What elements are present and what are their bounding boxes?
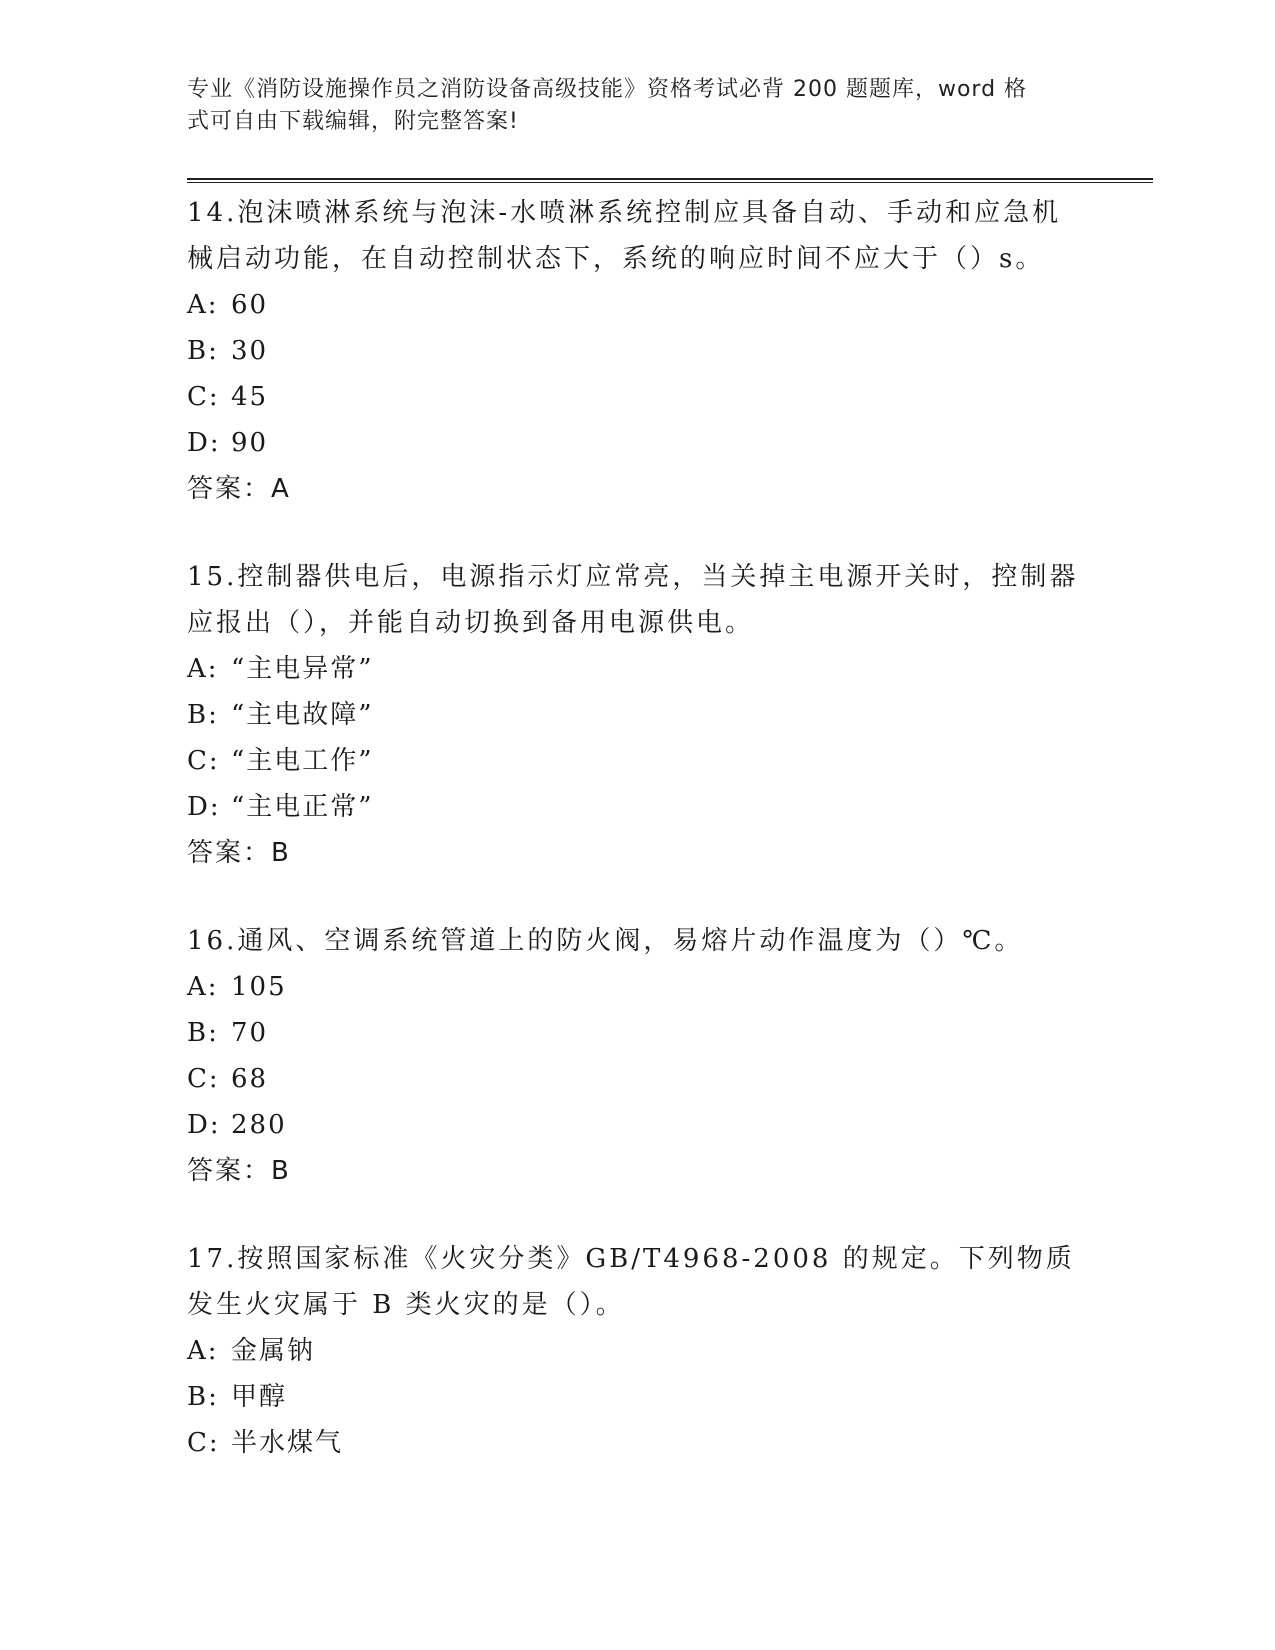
answer: 答案：A xyxy=(187,474,291,504)
answer: 答案：B xyxy=(187,838,291,868)
option-value: 金属钠 xyxy=(231,1336,316,1366)
option-value: 45 xyxy=(231,382,269,412)
option-value: 半水煤气 xyxy=(231,1428,344,1458)
option-b xyxy=(187,1010,1087,1056)
option-d xyxy=(187,784,1087,830)
option-value: “主电异常” xyxy=(231,654,374,684)
option-label: B: xyxy=(187,1382,219,1412)
question-17 xyxy=(187,1236,1087,1466)
option-value: 30 xyxy=(231,336,269,366)
answer: 答案：B xyxy=(187,1156,291,1186)
option-label: C: xyxy=(187,1428,220,1458)
option-c xyxy=(187,1420,1087,1466)
question-text: 14.泡沫喷淋系统与泡沫-水喷淋系统控制应具备自动、手动和应急机械启动功能，在自动控制状态下，系统的响应时间不应大于（）s。 xyxy=(187,198,1062,274)
question-text: 15.控制器供电后，电源指示灯应常亮，当关掉主电源开关时，控制器应报出（），并能自动切换到备用电源供电。 xyxy=(187,562,1079,638)
option-label: A: xyxy=(187,972,219,1002)
document-header xyxy=(187,74,1067,138)
option-label: A: xyxy=(187,290,219,320)
option-value: “主电工作” xyxy=(231,746,374,776)
option-value: 105 xyxy=(231,972,287,1002)
option-label: B: xyxy=(187,700,219,730)
option-label: D: xyxy=(187,428,221,458)
option-d xyxy=(187,1102,1087,1148)
question-14 xyxy=(187,190,1087,512)
option-b xyxy=(187,692,1087,738)
option-value: 280 xyxy=(231,1110,287,1140)
header-divider xyxy=(187,178,1153,183)
option-a xyxy=(187,1328,1087,1374)
option-a xyxy=(187,646,1087,692)
question-15 xyxy=(187,554,1087,876)
header-line-1: 专业《消防设施操作员之消防设备高级技能》资格考试必背 200 题题库，word 格 xyxy=(187,77,1028,102)
option-c xyxy=(187,374,1087,420)
option-value: “主电故障” xyxy=(231,700,374,730)
option-label: A: xyxy=(187,1336,219,1366)
option-value: 90 xyxy=(231,428,269,458)
option-a xyxy=(187,282,1087,328)
header-line-2: 式可自由下载编辑，附完整答案! xyxy=(187,109,519,134)
option-a xyxy=(187,964,1087,1010)
question-16 xyxy=(187,918,1087,1194)
question-list xyxy=(187,190,1087,1508)
option-b xyxy=(187,1374,1087,1420)
option-c xyxy=(187,738,1087,784)
option-value: 甲醇 xyxy=(231,1382,288,1412)
option-value: 60 xyxy=(231,290,269,320)
question-text: 16.通风、空调系统管道上的防火阀，易熔片动作温度为（）℃。 xyxy=(187,926,1024,956)
question-text: 17.按照国家标准《火灾分类》GB/T4968-2008 的规定。下列物质发生火灾属于 B 类火灾的是（）。 xyxy=(187,1244,1075,1320)
option-value: “主电正常” xyxy=(231,792,374,822)
option-value: 68 xyxy=(231,1064,269,1094)
option-value: 70 xyxy=(231,1018,269,1048)
option-label: A: xyxy=(187,654,219,684)
option-d xyxy=(187,420,1087,466)
option-label: D: xyxy=(187,1110,221,1140)
option-label: C: xyxy=(187,746,220,776)
option-c xyxy=(187,1056,1087,1102)
option-label: C: xyxy=(187,382,220,412)
option-label: D: xyxy=(187,792,221,822)
option-b xyxy=(187,328,1087,374)
option-label: C: xyxy=(187,1064,220,1094)
option-label: B: xyxy=(187,336,219,366)
option-label: B: xyxy=(187,1018,219,1048)
